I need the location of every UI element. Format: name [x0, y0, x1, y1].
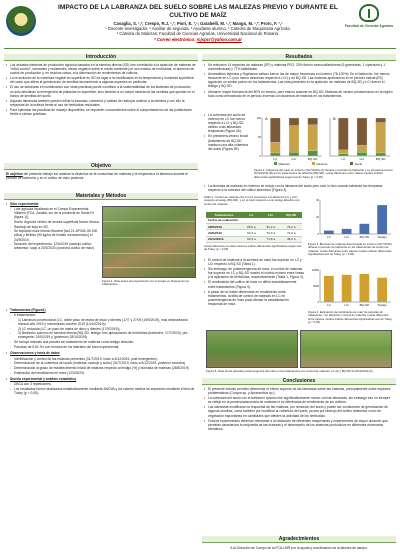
x-tick-label: LC: [326, 235, 331, 239]
section-title-resultados: Resultados: [202, 54, 396, 61]
conclusiones-text: [204, 387, 394, 432]
bar: [359, 274, 369, 302]
tratamiento-item: ◦ 6 tratamientos:: [6, 313, 196, 317]
control-malezas-table: [206, 212, 302, 243]
section-title-conclusiones: Conclusiones: [202, 378, 396, 385]
x-tick-label: BQ-SD: [375, 157, 386, 161]
biomasa-text: [204, 184, 394, 193]
sitio-item: ◦ Duración del experimento: 12/6/2019 (rastrojo cultivo antecesor, soja) a 20/3/2020 (cosecha cultivo de maíz).: [6, 242, 100, 250]
photo-figure-5a: [206, 330, 298, 368]
x-tick-label: LCr: [291, 157, 297, 161]
x-tick-label: LC: [273, 157, 278, 161]
legend-swatch: [274, 162, 277, 165]
authors-block: [40, 21, 356, 42]
header-divider: [4, 48, 396, 49]
plot-row-divider: [103, 253, 195, 254]
objetivo-body: del presente trabajo fue analizar la dinámica de la comunidad de malezas y la respuesta a la labranza durante el periodo de barbecho y en el cultivo de maíz posterior.: [6, 172, 188, 181]
conclusion-bullet: • El presente estudio permitió determinar el efecto superior de las labranzas sobre las malezas, principalmente sobre especies problemáticas (Conyza sp. y Amaranthus sp.).: [204, 387, 394, 395]
cobertura-bullet: • La cobertura del suelo de invierno en LC fue menor respecto a LCr y BQ-SD debido a las labranzas tempranas (Figura 2A).: [204, 113, 252, 133]
x-tick-label: BQ-SD: [359, 303, 370, 307]
figure-5-caption: Figura 5. Vista de las parcelas postemergencia del maíz en los tratamientos con control de malezas. LC (a) y BQ-SD al 20/12/2019 (b).: [206, 369, 374, 373]
table-header: LC: [242, 212, 261, 218]
table-1-note: Letras diferentes en cada columna indican diferencias significativas según test de Tukey (p < 0,05).: [204, 244, 302, 252]
biomasa-bullet: • La biomasa de malezas en invierno se redujo con la labranza del suelo pero solo lo hizo cuando labranza fue temprana respecto a la cosecha del cultivo antecesor (Figura 3).: [204, 184, 394, 192]
y-tick-label: 0: [317, 301, 319, 304]
bar-segment: [376, 123, 386, 153]
author-names: Cavaglia, S. ¹,²; Crespo, R.J. ¹,²; Piori, E. ²,³; Garabelli, M. ¹,²; Mango, M. ¹,²; Prorc, F. ²,³: [113, 21, 283, 26]
sitio-label: • Sitio experimental: [6, 202, 100, 206]
figure-4-caption: Figura 4. Estimación de rendimiento de maíz de parcelas sin tratamiento, con labranza y control de malezas. Letras diferentes entre valores medios indican diferencias significativas test de Tukey (p < 0,05).: [308, 310, 392, 325]
bar: [324, 276, 334, 302]
legend-label: Malezas: [278, 161, 290, 166]
bar-segment: [308, 118, 318, 125]
conclusion-bullet: • La cobertura del suelo con el barbecho químico fue significativamente menor con las labranzas, sin embargo eso no siempre se reflejó en la presencia/ausencia de malezas ni en diferencias de rendimiento de los cultivos.: [204, 396, 394, 404]
observacion-item: ◦ Determinación de la cobertura del suelo (malezas, rastrojo y suelo) (31/7/2019, inicio a 6/12/2019, posterior cosecha).: [6, 361, 196, 365]
plot-row-divider: [103, 237, 195, 238]
bar-segment: [338, 150, 348, 154]
section-title-objetivo: Objetivo: [4, 163, 198, 170]
x-tick-label: Testigo: [377, 235, 387, 239]
intro-text: [6, 63, 196, 117]
table-1-caption: Tabla 1. Control de malezas (%) en tres momentos con labranza (LC y LCr) respecto al testigo (BQ-SD), y en el maíz respecto a uno testigo absoluto con control de malezas.: [204, 195, 300, 206]
intro-bullet: • Para optimizar las prácticas de manejo disponibles, se requieren conocimientos sobre el comportamiento de las poblaciones frente a ciertas prácticas.: [6, 108, 196, 116]
legend-label: Suelo: [354, 161, 363, 166]
y-tick-label: 100: [256, 117, 261, 120]
table-cell: 20/12/2019: [206, 236, 242, 242]
sitio-experimental: [6, 202, 100, 251]
figure-3-biomasa-chart: [308, 196, 394, 242]
x-tick-label: Testigo: [377, 303, 387, 307]
legend-swatch: [350, 162, 353, 165]
table-header: LCr: [261, 212, 280, 218]
figure-1-caption: Figura 1. Vista aérea del experimento con el arreglo en bloques de los tratamientos.: [102, 279, 190, 287]
email-link[interactable]: rcjspcr@yahoo.com.ar: [196, 36, 242, 42]
bar: [342, 275, 352, 302]
faculty-logo-caption: Facultad de Ciencias Agrarias: [344, 24, 394, 28]
table-header: Tratamientos: [206, 212, 242, 218]
y-tick-label: 20: [316, 216, 319, 219]
photo-figure-5b: [300, 330, 392, 368]
table-cell: 70,9 a: [261, 230, 280, 236]
table-cell: 69,3 a: [242, 236, 261, 242]
legend-label: Rastrojo: [316, 161, 328, 166]
table-cell: 48,2 b: [281, 236, 303, 242]
y-tick-label: 12000: [311, 269, 319, 272]
x-tick-label: LCr: [344, 235, 350, 239]
table-cell: 24/9/2019: [206, 230, 242, 236]
bar-segment: [270, 118, 280, 142]
bar-segment: [289, 152, 299, 156]
affiliation-2: ² Cátedra de Malezas; Facultad de Ciencias Agrarias, Universidad Nacional de Rosario.: [116, 31, 280, 37]
table-cell: 28/8/2019: [206, 223, 242, 229]
tratamiento-item: ◦ 1) Labranza convencional (LC, doble paso de rastra de disco y dientes (17/7 y 27/09 (19/9/2019), más desmalezado manual año 2019 y mecanizado octubre 2019 (14/10/2019)).: [6, 318, 196, 326]
legend-swatch: [312, 162, 315, 165]
x-tick-label: BQ-SD: [307, 157, 318, 161]
bar: [342, 229, 352, 234]
tratamientos-block: [6, 308, 196, 396]
observaciones-label: • Observaciones y toma de datos: [6, 351, 196, 355]
intro-bullet: • La re-inclusión de la cobertura vegetal en superficie en SD da lugar a la modificación en la temperatura y humedad superficial del suelo que altera la germinación de semillas favoreciendo a algunas especies en particular.: [6, 76, 196, 84]
affiliation-1: ¹ Docente-investigador. ² Auxiliar de segunda. ³ Ayudante alumno. ¹ Cátedra de Maquinaria Agrícola.: [105, 26, 291, 32]
bar-segment: [338, 118, 348, 150]
faculty-logo-icon: [359, 4, 379, 22]
x-tick-label: LC: [326, 303, 331, 307]
y-tick-label: 50: [258, 136, 261, 139]
bar: [377, 278, 387, 302]
table-cell: 53,3 a: [242, 230, 261, 236]
resultados-intro: [204, 63, 394, 99]
observacion-item: ◦ Identificación y conteo de las malezas presentes (31/7/2019, inicio a 6/12/2019, post emergentes).: [6, 357, 196, 361]
figure-2-caption: Figura 2. Cobertura del suelo en invierno (31/7/2019) (A) durante el período de barbecho y en primavera-verano (6/12/2019) (B) en los tratamientos de labranza (BQ-SD). Letras diferentes entre valores medios indican diferencias significativas según test de Tukey (p < 0,05).: [254, 168, 393, 179]
agradecimientos-text: A la Dirección de Campo de la FCA-UNR por la ayuda y coordinación de la labores de campo.: [230, 546, 368, 550]
conclusion-bullet: • Las labranzas modificaron la respuesta de las malezas, por remoción del suelo y puede ser condiciones de germinación de algunas semillas, como también por modificar la cobertura del suelo, ya sea por rastrojo del cultivo antecesor como de vegetación espontánea en cantidades que afecten la actividad de los herbicidas.: [204, 405, 394, 417]
resultados-bullet: • El rendimiento del cultivo de maíz no difirió estadísticamente entre tratamientos (Figura 4).: [204, 280, 304, 288]
resultados-bullet: • Sin embargo, en postemergencia de maíz, el control de malezas fue superior en LC y BQ-SD mostró el control mínimo entre lineas y la aplicación de herbicidas, respectivamente (Tabla 1, Figura 3).: [204, 267, 304, 279]
x-tick-label: BQ-SD: [359, 235, 370, 239]
y-tick-label: 6000: [313, 285, 319, 288]
rendimiento-text: [204, 258, 304, 307]
bar-segment: [289, 118, 299, 126]
poster-title: [40, 4, 356, 20]
sitio-item: ◦ Se implantó maíz híbrido Biowest (lwd 21-AP045, 80.000 pl/ha) y fertilizó (90 kg/ha de fosfato monoamónico) el 24/9/2019.: [6, 229, 100, 241]
cobertura-bullet: • En primavera-verano inicial (tratamiento de BQ-SD mantuvo una alta cobertura del suelo (Figura 2B).: [204, 134, 252, 150]
title-line-2: CULTIVO DE MAÍZ: [169, 12, 227, 19]
resultados-bullet: • A pesar de no haber diferencias en rendimiento entre tratamientos, la falta de control de malezas en LC en postemergencia de maíz pudo afectar la variabilidad en respuesta de maíz.: [204, 290, 304, 306]
plot-row-divider: [103, 267, 195, 268]
bar-segment: [308, 151, 318, 156]
y-tick-label: 0: [317, 233, 319, 236]
resultados-bullet: • Amaranthus hybridus y Raphanus sativus fueron las de mayor frecuencia en invierno (78-100%). En el barbecho, fue menos frecuente en LC (con menor descenso respecto a LCr) y en BQ-SD. Las malezas aparecieron en el período estival (ES) siguiendo un similar patrón en los tratamientos. Las más presentes en la aparición de malezas de BQ-SD y LCr fueron el testigo y BQ-SD.: [204, 72, 394, 88]
conclusion-bullet: • Futuros experimentos deberían orientarse a la utilización de diferentes maquinarias y experimentos de mayor duración que permitan caracterizar la respuesta de las malezas y el desempeño de los sistemas productivos en diferentes escenarios climáticos.: [204, 419, 394, 431]
y-tick-label: 0: [259, 155, 261, 158]
bar: [359, 224, 369, 234]
table-cell: 79,2 b: [281, 223, 303, 229]
table-row: [206, 236, 302, 242]
bar: [324, 231, 334, 234]
faculty-logo: [344, 4, 394, 38]
poster-header: [0, 0, 400, 48]
tratamiento-item: ◦ 3) Barbecho químico en siembra directa (BQ-SD, testigo: tres aplicaciones de herbicidas (barbecho: 17/7/2019), pre-emergente: 24/9/2019 y (posterior) 28/10/2019).: [6, 331, 196, 339]
tratamiento-item: ◦ 2) LC reducida (LC, un paso de rastra de disco y dientes (17/9/2019)).: [6, 327, 196, 331]
table-header: BQ-SD: [281, 212, 303, 218]
intro-bullet: • Los actuales sistemas de producción agrícola basados en la siembra directa (SD) han contribuido a la aparición de malezas de "difícil control", tolerantes y resistentes, efecto negativo sobre el medio ambiente por uso masivo de herbicidas, el aumento de costos de producción y, en muchos casos, a la disminución de rendimientos de cultivos.: [6, 63, 196, 75]
table-cell: 92,2 a: [261, 223, 280, 229]
observacion-item: ◦ Estimación del rendimiento en maíz (12/3/2020).: [6, 371, 196, 375]
figure-4-rendimiento-chart: [308, 266, 394, 310]
title-line-1: IMPACTO DE LA LABRANZA DEL SUELO SOBRE LAS MALEZAS PREVIO Y DURANTE EL: [58, 4, 338, 11]
sitio-item: ◦ Lote agrícola localizado en el Campo Experimental Villarino (FCA, Zavalla, sur de la provincia de Santa Fe (figura 1)).: [6, 207, 100, 219]
intro-bullet: • Algunas labranzas también pueden influir la biomasa, cobertura y calidad de rastrojos anterior a la siembra y con ello la respuesta de la maleza frente al uso de herbicidas residuales.: [6, 99, 196, 107]
section-title-materiales: Materiales y Métodos: [4, 193, 198, 200]
plot-row-divider: [103, 221, 195, 222]
resultados-bullet: • El control de malezas a la siembra de maíz fue superior en LC y LCr respecto a BQ-SD (Tabla 1).: [204, 258, 304, 266]
tratamiento-item: ◦ Parcelas de 5,5x 7m con bordura en los laterales del área experimental.: [6, 345, 196, 349]
table-subheader: Fecha de evaluación: [206, 218, 302, 224]
x-tick-label: LC: [341, 157, 346, 161]
bar-segment: [376, 153, 386, 156]
table-cell: 89,5 a: [242, 223, 261, 229]
bar-segment: [270, 153, 280, 156]
bar-segment: [338, 154, 348, 156]
bar-segment: [357, 145, 367, 152]
panel-label: B: [333, 116, 336, 121]
x-tick-label: LCr: [344, 303, 350, 307]
bar-segment: [289, 126, 299, 153]
panel-label: A: [265, 116, 268, 121]
aerial-photo-figure-1: [102, 206, 196, 278]
tratamiento-item: ◦ Se incluyó además una parcela sin tratamiento de malezas como testigo absoluto.: [6, 340, 196, 344]
bar: [377, 205, 387, 234]
diseno-item: ◦ Los resultados fueron analizados estadísticamente mediante ANOVA y los valores medios se separaron mediante el test de Tukey (p < 0,05).: [6, 387, 196, 395]
section-title-agradecimientos: Agradecimientos: [202, 536, 396, 543]
diseno-label: • Diseño experimental y análisis estadístico: [6, 377, 196, 381]
observacion-item: ◦ Determinación al grado de establecimiento inicial de malezas respecto al testigo (%) y biomasa de malezas (28/8/2019).: [6, 366, 196, 370]
figure-2-cobertura-chart: [254, 112, 394, 168]
diseno-item: ◦ DBCA con 3 repeticiones.: [6, 382, 196, 386]
table-cell: 74,9 a: [281, 230, 303, 236]
bar-segment: [357, 152, 367, 156]
email-line: [40, 37, 356, 42]
resultados-bullet: • Ubicaron mayor frecuencia del 80% en verano, pero estuvo ausente en BQ-SD. Malezas de verano predominaron en la región todo como demostrado en el período invernal con ausencia de malezas en los tratamientos.: [204, 90, 394, 98]
intro-bullet: • El uso de labranzas en combinación con otras prácticas puede contribuir a la sustentabilidad de los sistemas de producción, no solo afectando la emergencia de plántulas en superficie, sino también a un mayor medida de las semillas que quedan en el banco de semillas del suelo.: [6, 85, 196, 97]
resultados-bullet: • Se relevaron 14 especies de malezas (SP) y malezas PEO: 23% fueron monocotiledóneas (9 gramíneas, 1 ciperácea y 1 commelinácea) y 77% latifoliadas.: [204, 63, 394, 71]
x-tick-label: LCr: [359, 157, 365, 161]
table-cell: 71,8 a: [261, 236, 280, 242]
figure-3-caption: Figura 3. Biomasa de malezas determinada en invierno (31/7/2019) durante el período de barbecho en los tratamientos de control de malezas. Letras diferentes entre valores medios indican diferencias significativas test de Tukey (p < 0,05).: [308, 242, 392, 257]
tratamientos-label: • Tratamientos (Figura1): [6, 308, 196, 312]
bar-segment: [270, 142, 280, 153]
university-logo-icon: [6, 6, 36, 36]
sitio-item: ◦ Rastrojo de soja en SD.: [6, 225, 100, 229]
bar-segment: [357, 118, 367, 145]
bar-segment: [376, 118, 386, 123]
sitio-item: ◦ Suelo: Argiudol vértico de textura superficial franco limosa.: [6, 220, 100, 224]
objetivo-label: El objetivo: [6, 172, 23, 176]
objetivo-text: [6, 172, 196, 181]
section-title-introduccion: Introducción: [4, 54, 198, 61]
bar-segment: [308, 125, 318, 151]
y-tick-label: 40: [316, 199, 319, 202]
cobertura-text: [204, 113, 252, 152]
email-label: * Correo electrónico:: [154, 36, 196, 42]
